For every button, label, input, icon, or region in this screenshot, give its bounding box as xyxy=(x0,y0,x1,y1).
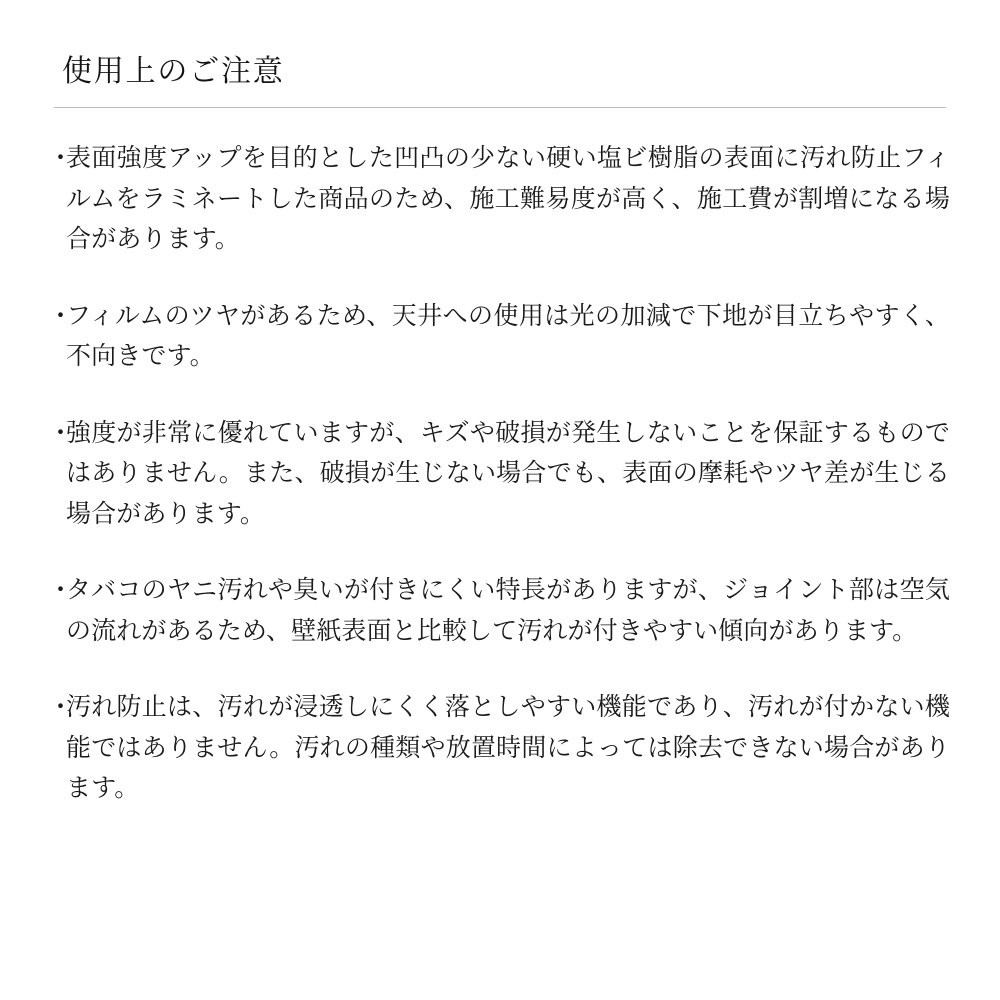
bullet-marker: ・ xyxy=(48,576,74,604)
list-item xyxy=(48,296,952,377)
bullet-marker: ・ xyxy=(48,418,74,447)
list-item xyxy=(48,413,952,535)
note-text: フィルムのツヤがあるため、天井への使用は光の加減で下地が目立ちやすく、不向きです。 xyxy=(66,301,950,370)
note-text: 表面強度アップを目的とした凹凸の少ない硬い塩ビ樹脂の表面に汚れ防止フィルムをラミネートした商品のため、施工難易度が高く、施工費が割増になる場合があります。 xyxy=(66,144,950,253)
bullet-marker: ・ xyxy=(48,144,74,172)
note-text: タバコのヤニ汚れや臭いが付きにくい特長がありますが、ジョイント部は空気の流れがあるため、壁紙表面と比較して汚れが付きやすい傾向があります。 xyxy=(66,576,950,645)
page-title: 使用上のご注意 xyxy=(62,55,285,88)
list-item xyxy=(48,687,952,809)
list-item xyxy=(48,570,952,651)
bullet-marker: ・ xyxy=(48,693,74,721)
title-divider xyxy=(54,107,946,108)
notes-list xyxy=(48,138,952,809)
list-item xyxy=(48,138,952,260)
note-text: 強度が非常に優れていますが、キズや破損が発生しないことを保証するものではありません。また、破損が生じない場合でも、表面の摩耗やツヤ差が生じる場合があります。 xyxy=(66,418,950,528)
note-text: 汚れ防止は、汚れが浸透しにくく落としやすい機能であり、汚れが付かない機能ではありません。汚れの種類や放置時間によっては除去できない場合があります。 xyxy=(66,693,950,802)
bullet-marker: ・ xyxy=(48,301,74,330)
